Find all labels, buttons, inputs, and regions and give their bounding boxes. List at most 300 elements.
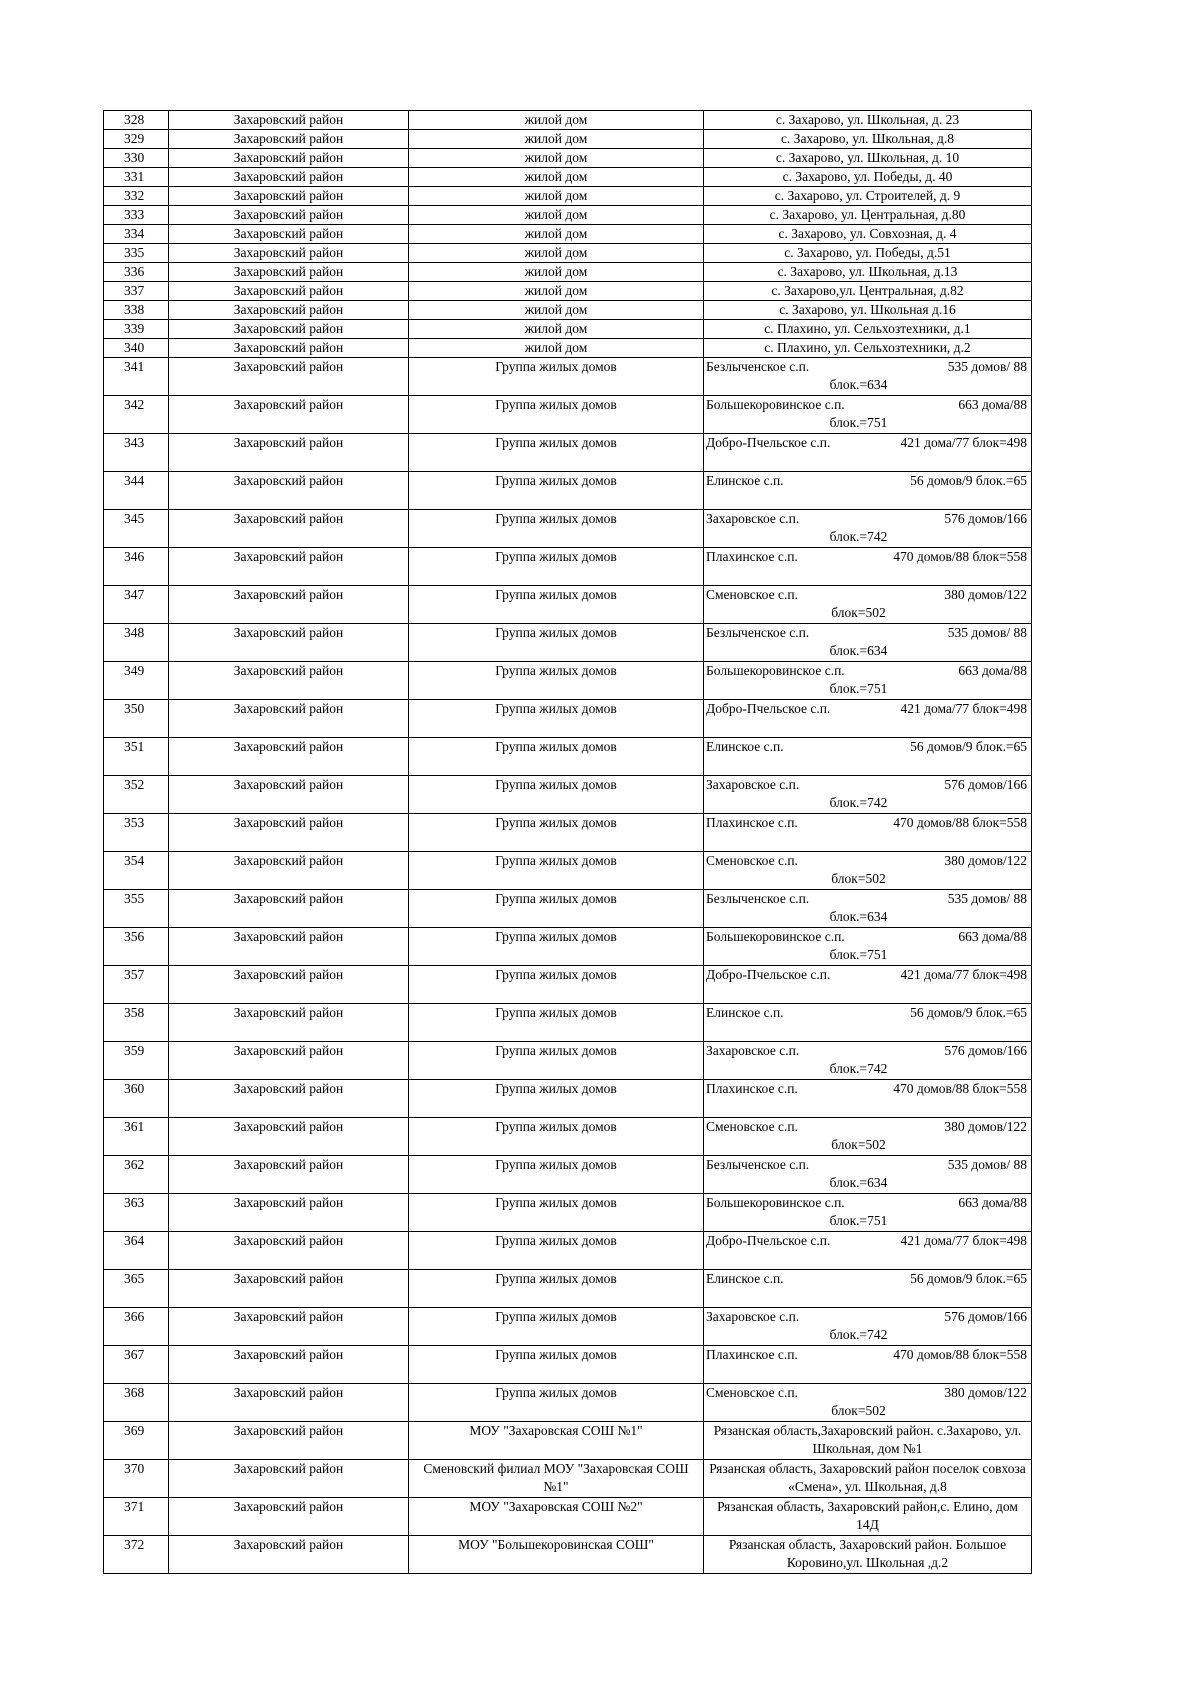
houses-count: 663 дома/88 [958, 663, 1027, 678]
object-type-cell: МОУ "Большекоровинская СОШ" [409, 1536, 704, 1574]
settlement-name: Елинское с.п. [706, 1271, 784, 1286]
district-cell: Захаровский район [169, 662, 409, 700]
object-type-cell: жилой дом [409, 282, 704, 301]
object-type-cell: Группа жилых домов [409, 434, 704, 472]
address-line [706, 662, 1029, 680]
block-count: блок.=742 [829, 529, 888, 544]
table-row [104, 396, 1032, 434]
address-cell [704, 776, 1032, 814]
row-number: 356 [104, 928, 169, 966]
address-cell: с. Захарово, ул. Победы, д. 40 [704, 168, 1032, 187]
district-cell: Захаровский район [169, 814, 409, 852]
object-type-cell: жилой дом [409, 301, 704, 320]
table-row [104, 1004, 1032, 1042]
table-row [104, 814, 1032, 852]
address-cell: Рязанская область,Захаровский район. с.Захарово, ул. Школьная, дом №1 [704, 1422, 1032, 1460]
row-number: 370 [104, 1460, 169, 1498]
row-number: 331 [104, 168, 169, 187]
address-cell [704, 966, 1032, 1004]
object-type-cell: Группа жилых домов [409, 1308, 704, 1346]
object-type-cell: Группа жилых домов [409, 776, 704, 814]
row-number: 366 [104, 1308, 169, 1346]
row-number: 362 [104, 1156, 169, 1194]
table-row [104, 586, 1032, 624]
row-number: 339 [104, 320, 169, 339]
object-type-cell: жилой дом [409, 206, 704, 225]
houses-count: 56 домов/9 блок.=65 [910, 739, 1027, 754]
settlement-name: Захаровское с.п. [706, 777, 800, 792]
table-row [104, 1156, 1032, 1194]
address-cell: с. Захарово, ул. Победы, д.51 [704, 244, 1032, 263]
address-line [706, 358, 1029, 376]
address-line [706, 814, 1029, 832]
address-line [706, 586, 1029, 604]
object-type-cell: Группа жилых домов [409, 700, 704, 738]
district-cell: Захаровский район [169, 339, 409, 358]
block-count: блок=502 [831, 871, 886, 886]
address-line [706, 1042, 1029, 1060]
district-cell: Захаровский район [169, 206, 409, 225]
address-cell [704, 852, 1032, 890]
address-cell [704, 472, 1032, 510]
address-line [706, 624, 1029, 642]
district-cell: Захаровский район [169, 1042, 409, 1080]
address-cell [704, 928, 1032, 966]
table-row [104, 662, 1032, 700]
houses-count: 421 дома/77 блок=498 [900, 1233, 1027, 1248]
block-count: блок.=742 [829, 1327, 888, 1342]
table-row [104, 149, 1032, 168]
object-type-cell: Группа жилых домов [409, 966, 704, 1004]
houses-count: 380 домов/122 [944, 587, 1027, 602]
district-cell: Захаровский район [169, 168, 409, 187]
address-cell [704, 510, 1032, 548]
row-number: 344 [104, 472, 169, 510]
address-line [706, 396, 1029, 414]
object-type-cell: Группа жилых домов [409, 1004, 704, 1042]
block-count: блок.=634 [829, 1175, 888, 1190]
district-cell: Захаровский район [169, 358, 409, 396]
row-number: 346 [104, 548, 169, 586]
settlement-name: Безлыченское с.п. [706, 359, 810, 374]
address-cell [704, 396, 1032, 434]
address-cell: с. Захарово, ул. Центральная, д.80 [704, 206, 1032, 225]
row-number: 335 [104, 244, 169, 263]
object-type-cell: Группа жилых домов [409, 1384, 704, 1422]
object-type-cell: Группа жилых домов [409, 1042, 704, 1080]
address-cell: с. Захарово, ул. Школьная, д.13 [704, 263, 1032, 282]
address-line [706, 738, 1029, 756]
address-cell: с. Захарово,ул. Центральная, д.82 [704, 282, 1032, 301]
object-type-cell: жилой дом [409, 187, 704, 206]
table-row [104, 263, 1032, 282]
address-line [706, 700, 1029, 718]
address-cell [704, 1080, 1032, 1118]
row-number: 337 [104, 282, 169, 301]
object-type-cell: Группа жилых домов [409, 1232, 704, 1270]
settlement-name: Елинское с.п. [706, 473, 784, 488]
houses-count: 663 дома/88 [958, 929, 1027, 944]
address-cell [704, 1308, 1032, 1346]
object-type-cell: МОУ "Захаровская СОШ №1" [409, 1422, 704, 1460]
district-cell: Захаровский район [169, 1118, 409, 1156]
address-cell [704, 1232, 1032, 1270]
address-cell [704, 1194, 1032, 1232]
houses-count: 56 домов/9 блок.=65 [910, 1271, 1027, 1286]
district-cell: Захаровский район [169, 1384, 409, 1422]
row-number: 372 [104, 1536, 169, 1574]
district-cell: Захаровский район [169, 1498, 409, 1536]
settlement-name: Захаровское с.п. [706, 1043, 800, 1058]
object-type-cell: Группа жилых домов [409, 852, 704, 890]
table-row [104, 1536, 1032, 1574]
settlement-name: Безлыченское с.п. [706, 625, 810, 640]
settlement-name: Плахинское с.п. [706, 1347, 798, 1362]
block-count: блок=502 [831, 1137, 886, 1152]
houses-count: 470 домов/88 блок=558 [893, 1347, 1027, 1362]
settlement-name: Добро-Пчельское с.п. [706, 701, 831, 716]
object-type-cell: жилой дом [409, 339, 704, 358]
table-body [104, 111, 1032, 1574]
district-cell: Захаровский район [169, 1346, 409, 1384]
district-cell: Захаровский район [169, 130, 409, 149]
object-type-cell: Группа жилых домов [409, 1156, 704, 1194]
address-cell: с. Плахино, ул. Сельхозтехники, д.1 [704, 320, 1032, 339]
address-line [706, 1118, 1029, 1136]
district-cell: Захаровский район [169, 852, 409, 890]
row-number: 357 [104, 966, 169, 1004]
object-type-cell: Группа жилых домов [409, 662, 704, 700]
row-number: 361 [104, 1118, 169, 1156]
row-number: 343 [104, 434, 169, 472]
object-type-cell: Группа жилых домов [409, 586, 704, 624]
houses-count: 663 дома/88 [958, 1195, 1027, 1210]
district-cell: Захаровский район [169, 111, 409, 130]
address-cell [704, 1042, 1032, 1080]
district-cell: Захаровский район [169, 187, 409, 206]
houses-count: 380 домов/122 [944, 1119, 1027, 1134]
settlement-name: Плахинское с.п. [706, 549, 798, 564]
houses-count: 535 домов/ 88 [947, 1157, 1027, 1172]
settlement-name: Плахинское с.п. [706, 1081, 798, 1096]
address-cell: Рязанская область, Захаровский район поселок совхоза «Смена», ул. Школьная, д.8 [704, 1460, 1032, 1498]
table-row [104, 282, 1032, 301]
district-cell: Захаровский район [169, 244, 409, 263]
table-row [104, 1194, 1032, 1232]
table-row [104, 130, 1032, 149]
district-cell: Захаровский район [169, 225, 409, 244]
houses-count: 56 домов/9 блок.=65 [910, 473, 1027, 488]
table-row [104, 187, 1032, 206]
district-cell: Захаровский район [169, 263, 409, 282]
district-cell: Захаровский район [169, 776, 409, 814]
table-row [104, 1498, 1032, 1536]
block-count: блок.=634 [829, 909, 888, 924]
district-cell: Захаровский район [169, 738, 409, 776]
object-type-cell: Группа жилых домов [409, 890, 704, 928]
address-cell [704, 1004, 1032, 1042]
address-cell [704, 1156, 1032, 1194]
table-row [104, 168, 1032, 187]
block-count: блок.=742 [829, 795, 888, 810]
object-type-cell: жилой дом [409, 263, 704, 282]
houses-count: 470 домов/88 блок=558 [893, 549, 1027, 564]
object-type-cell: Группа жилых домов [409, 1194, 704, 1232]
district-cell: Захаровский район [169, 320, 409, 339]
table-row [104, 1346, 1032, 1384]
object-type-cell: Группа жилых домов [409, 1080, 704, 1118]
row-number: 333 [104, 206, 169, 225]
row-number: 358 [104, 1004, 169, 1042]
row-number: 338 [104, 301, 169, 320]
district-cell: Захаровский район [169, 282, 409, 301]
address-cell: с. Захарово, ул. Школьная д.16 [704, 301, 1032, 320]
district-cell: Захаровский район [169, 890, 409, 928]
address-line [706, 434, 1029, 452]
district-cell: Захаровский район [169, 1194, 409, 1232]
row-number: 367 [104, 1346, 169, 1384]
settlement-name: Безлыченское с.п. [706, 891, 810, 906]
address-cell: Рязанская область, Захаровский район,с. Елино, дом 14Д [704, 1498, 1032, 1536]
row-number: 328 [104, 111, 169, 130]
address-cell: с. Захарово, ул. Школьная, д.8 [704, 130, 1032, 149]
address-cell [704, 358, 1032, 396]
district-cell: Захаровский район [169, 1308, 409, 1346]
table-row [104, 966, 1032, 1004]
row-number: 353 [104, 814, 169, 852]
houses-count: 576 домов/166 [944, 1309, 1027, 1324]
district-cell: Захаровский район [169, 149, 409, 168]
settlement-name: Добро-Пчельское с.п. [706, 967, 831, 982]
objects-table [103, 110, 1032, 1574]
district-cell: Захаровский район [169, 928, 409, 966]
table-row [104, 852, 1032, 890]
object-type-cell: Сменовский филиал МОУ "Захаровская СОШ №1" [409, 1460, 704, 1498]
settlement-name: Захаровское с.п. [706, 1309, 800, 1324]
settlement-name: Большекоровинское с.п. [706, 929, 845, 944]
table-row [104, 1460, 1032, 1498]
houses-count: 535 домов/ 88 [947, 625, 1027, 640]
district-cell: Захаровский район [169, 396, 409, 434]
houses-count: 535 домов/ 88 [947, 891, 1027, 906]
address-line [706, 1384, 1029, 1402]
settlement-name: Елинское с.п. [706, 1005, 784, 1020]
houses-count: 663 дома/88 [958, 397, 1027, 412]
district-cell: Захаровский район [169, 1156, 409, 1194]
settlement-name: Добро-Пчельское с.п. [706, 435, 831, 450]
row-number: 332 [104, 187, 169, 206]
district-cell: Захаровский район [169, 434, 409, 472]
object-type-cell: Группа жилых домов [409, 548, 704, 586]
block-count: блок=502 [831, 605, 886, 620]
row-number: 363 [104, 1194, 169, 1232]
table-row [104, 1080, 1032, 1118]
table-row [104, 339, 1032, 358]
address-cell [704, 624, 1032, 662]
address-line [706, 1080, 1029, 1098]
object-type-cell: жилой дом [409, 149, 704, 168]
table-row [104, 320, 1032, 339]
district-cell: Захаровский район [169, 548, 409, 586]
row-number: 336 [104, 263, 169, 282]
address-cell: с. Плахино, ул. Сельхозтехники, д.2 [704, 339, 1032, 358]
settlement-name: Большекоровинское с.п. [706, 397, 845, 412]
object-type-cell: Группа жилых домов [409, 358, 704, 396]
table-row [104, 510, 1032, 548]
row-number: 351 [104, 738, 169, 776]
row-number: 342 [104, 396, 169, 434]
district-cell: Захаровский район [169, 1422, 409, 1460]
table-row [104, 700, 1032, 738]
address-cell [704, 1118, 1032, 1156]
address-cell [704, 700, 1032, 738]
table-row [104, 1270, 1032, 1308]
block-count: блок.=751 [829, 415, 888, 430]
table-row [104, 548, 1032, 586]
block-count: блок=502 [831, 1403, 886, 1418]
settlement-name: Добро-Пчельское с.п. [706, 1233, 831, 1248]
row-number: 334 [104, 225, 169, 244]
table-row [104, 776, 1032, 814]
table-row [104, 244, 1032, 263]
address-cell [704, 586, 1032, 624]
address-line [706, 1194, 1029, 1212]
block-count: блок.=742 [829, 1061, 888, 1076]
address-line [706, 1004, 1029, 1022]
table-row [104, 206, 1032, 225]
table-row [104, 890, 1032, 928]
houses-count: 470 домов/88 блок=558 [893, 1081, 1027, 1096]
houses-count: 421 дома/77 блок=498 [900, 701, 1027, 716]
row-number: 345 [104, 510, 169, 548]
houses-count: 380 домов/122 [944, 853, 1027, 868]
address-cell [704, 738, 1032, 776]
district-cell: Захаровский район [169, 1004, 409, 1042]
district-cell: Захаровский район [169, 1270, 409, 1308]
object-type-cell: жилой дом [409, 168, 704, 187]
address-cell [704, 814, 1032, 852]
row-number: 364 [104, 1232, 169, 1270]
address-cell: с. Захарово, ул. Школьная, д. 23 [704, 111, 1032, 130]
houses-count: 380 домов/122 [944, 1385, 1027, 1400]
settlement-name: Безлыченское с.п. [706, 1157, 810, 1172]
address-line [706, 1308, 1029, 1326]
address-cell [704, 890, 1032, 928]
table-row [104, 111, 1032, 130]
houses-count: 421 дома/77 блок=498 [900, 967, 1027, 982]
block-count: блок.=634 [829, 377, 888, 392]
houses-count: 535 домов/ 88 [947, 359, 1027, 374]
settlement-name: Большекоровинское с.п. [706, 1195, 845, 1210]
object-type-cell: Группа жилых домов [409, 1270, 704, 1308]
address-line [706, 548, 1029, 566]
settlement-name: Сменовское с.п. [706, 587, 798, 602]
address-line [706, 852, 1029, 870]
houses-count: 576 домов/166 [944, 1043, 1027, 1058]
district-cell: Захаровский район [169, 1460, 409, 1498]
table-row [104, 1042, 1032, 1080]
row-number: 348 [104, 624, 169, 662]
object-type-cell: Группа жилых домов [409, 928, 704, 966]
settlement-name: Сменовское с.п. [706, 853, 798, 868]
object-type-cell: жилой дом [409, 244, 704, 263]
row-number: 355 [104, 890, 169, 928]
row-number: 365 [104, 1270, 169, 1308]
table-row [104, 301, 1032, 320]
row-number: 352 [104, 776, 169, 814]
district-cell: Захаровский район [169, 624, 409, 662]
settlement-name: Захаровское с.п. [706, 511, 800, 526]
row-number: 359 [104, 1042, 169, 1080]
object-type-cell: жилой дом [409, 320, 704, 339]
table-row [104, 1384, 1032, 1422]
district-cell: Захаровский район [169, 472, 409, 510]
address-cell [704, 1270, 1032, 1308]
settlement-name: Сменовское с.п. [706, 1119, 798, 1134]
table-row [104, 1232, 1032, 1270]
district-cell: Захаровский район [169, 301, 409, 320]
object-type-cell: Группа жилых домов [409, 624, 704, 662]
table-row [104, 1118, 1032, 1156]
table-row [104, 225, 1032, 244]
object-type-cell: жилой дом [409, 225, 704, 244]
district-cell: Захаровский район [169, 700, 409, 738]
houses-count: 576 домов/166 [944, 511, 1027, 526]
row-number: 330 [104, 149, 169, 168]
houses-count: 421 дома/77 блок=498 [900, 435, 1027, 450]
object-type-cell: Группа жилых домов [409, 472, 704, 510]
object-type-cell: Группа жилых домов [409, 510, 704, 548]
row-number: 329 [104, 130, 169, 149]
object-type-cell: Группа жилых домов [409, 1118, 704, 1156]
address-line [706, 966, 1029, 984]
address-cell [704, 434, 1032, 472]
address-line [706, 1270, 1029, 1288]
table-row [104, 1422, 1032, 1460]
settlement-name: Плахинское с.п. [706, 815, 798, 830]
table-row [104, 1308, 1032, 1346]
block-count: блок.=751 [829, 1213, 888, 1228]
address-cell [704, 548, 1032, 586]
row-number: 341 [104, 358, 169, 396]
settlement-name: Елинское с.п. [706, 739, 784, 754]
houses-count: 56 домов/9 блок.=65 [910, 1005, 1027, 1020]
object-type-cell: жилой дом [409, 111, 704, 130]
row-number: 347 [104, 586, 169, 624]
row-number: 360 [104, 1080, 169, 1118]
table-row [104, 358, 1032, 396]
settlement-name: Сменовское с.п. [706, 1385, 798, 1400]
address-cell: с. Захарово, ул. Строителей, д. 9 [704, 187, 1032, 206]
address-line [706, 890, 1029, 908]
district-cell: Захаровский район [169, 966, 409, 1004]
district-cell: Захаровский район [169, 1080, 409, 1118]
object-type-cell: Группа жилых домов [409, 1346, 704, 1384]
block-count: блок.=634 [829, 643, 888, 658]
address-cell: с. Захарово, ул. Совхозная, д. 4 [704, 225, 1032, 244]
object-type-cell: жилой дом [409, 130, 704, 149]
table-row [104, 624, 1032, 662]
row-number: 340 [104, 339, 169, 358]
district-cell: Захаровский район [169, 586, 409, 624]
houses-count: 576 домов/166 [944, 777, 1027, 792]
table-row [104, 738, 1032, 776]
address-cell: с. Захарово, ул. Школьная, д. 10 [704, 149, 1032, 168]
address-line [706, 472, 1029, 490]
district-cell: Захаровский район [169, 1536, 409, 1574]
row-number: 368 [104, 1384, 169, 1422]
address-cell: Рязанская область, Захаровский район. Большое Коровино,ул. Школьная ,д.2 [704, 1536, 1032, 1574]
